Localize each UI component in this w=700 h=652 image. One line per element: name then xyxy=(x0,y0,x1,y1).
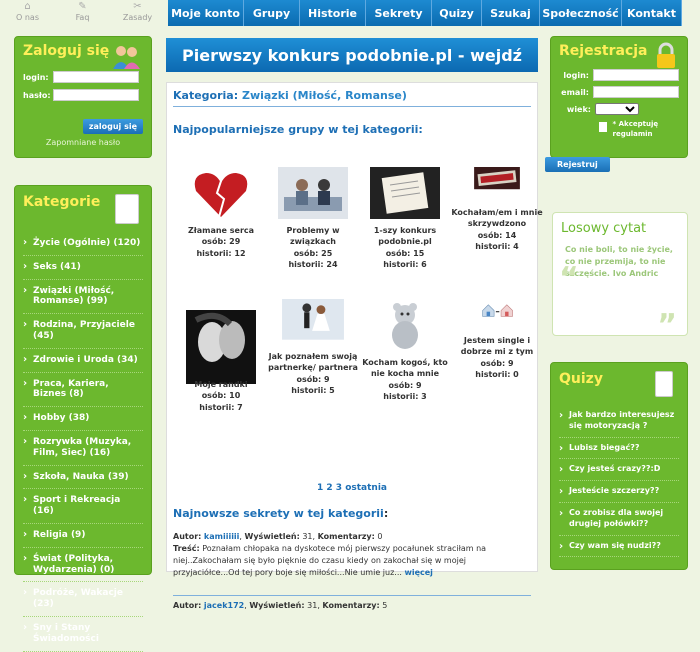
secrets-heading-text: Najnowsze sekrety w tej kategorii xyxy=(173,507,384,520)
category-item[interactable]: › Życie (Ogólnie) (120) xyxy=(23,232,143,256)
group-stories: historii: 12 xyxy=(196,248,246,258)
group-stories: historii: 7 xyxy=(199,402,243,412)
categories-panel xyxy=(14,185,152,644)
more-link[interactable]: więcej xyxy=(404,568,433,577)
group-people: osób: 9 xyxy=(296,374,330,384)
group-people: osób: 14 xyxy=(477,230,517,240)
category-item[interactable]: › Hobby (38) xyxy=(23,407,143,431)
util-rules-label: Zasady xyxy=(122,13,153,22)
groups-grid xyxy=(167,167,543,431)
group-card[interactable] xyxy=(359,167,451,299)
dancing-couple-thumb xyxy=(278,299,348,345)
category-item[interactable]: › Rozrywka (Muzyka, Film, Siec) (16) xyxy=(23,431,143,466)
broken-heart-thumb xyxy=(186,167,256,219)
group-title: Kocham kogoś, kto nie kocha mnie xyxy=(362,357,448,379)
login-button[interactable]: zaloguj się xyxy=(83,119,143,134)
quote-text: Co nie boli, to nie życie, co nie przemija, to nie szczęście. Ivo Andric xyxy=(565,245,673,278)
page-2[interactable]: 2 xyxy=(326,483,333,493)
group-stories: historii: 24 xyxy=(288,260,338,270)
quiz-item[interactable]: › Lubisz biegać?? xyxy=(559,438,679,460)
nav-quizzes[interactable]: Quizy xyxy=(432,0,482,26)
age-select[interactable] xyxy=(595,103,639,115)
nav-search[interactable]: Szukaj xyxy=(482,0,540,26)
secret-entry xyxy=(173,531,531,579)
secret-content xyxy=(173,543,531,579)
group-title: Kochałam/em i mnie skrzywdzono xyxy=(451,207,543,229)
group-people: osób: 25 xyxy=(293,248,333,258)
page-3[interactable]: 3 xyxy=(335,483,343,493)
views-count: 31 xyxy=(307,601,318,610)
group-title: 1-szy konkurs podobnie.pl xyxy=(373,225,437,247)
accept-terms: * Akceptuję regulamin xyxy=(612,120,659,138)
register-button[interactable]: Rejestruj xyxy=(545,157,610,172)
quiz-title: Quizy xyxy=(559,371,603,387)
secrets-heading: Najnowsze sekrety w tej kategorii: xyxy=(173,507,389,520)
popular-heading-text: Najpopularniejsze grupy w tej kategorii xyxy=(173,123,419,136)
popular-heading: Najpopularniejsze grupy w tej kategorii: xyxy=(173,123,423,136)
nav-stories[interactable]: Historie xyxy=(300,0,366,26)
views-count: 31 xyxy=(302,532,313,541)
password-label: hasło: xyxy=(23,90,51,100)
close-quote-icon: ” xyxy=(657,308,677,343)
util-faq[interactable] xyxy=(58,0,108,28)
login-title: Zaloguj się xyxy=(23,43,110,59)
quiz-clipboard-icon xyxy=(655,371,673,397)
quiz-panel xyxy=(550,362,688,570)
quiz-item[interactable]: › Czy jesteś crazy??:D xyxy=(559,459,679,481)
group-stories: historii: 3 xyxy=(383,392,427,402)
reg-email-input[interactable] xyxy=(593,86,679,98)
category-item[interactable]: › Rodzina, Przyjaciele (45) xyxy=(23,314,143,349)
content-label: Treść: xyxy=(173,544,200,553)
group-card[interactable] xyxy=(267,167,359,299)
group-title: Moje randki xyxy=(194,379,248,389)
comments-count: 0 xyxy=(377,532,383,541)
secret-entry: Autor: jacek172, Wyświetleń: 31, Komentarzy: 5 xyxy=(173,595,531,612)
group-card[interactable] xyxy=(451,167,543,299)
teddy-bear-thumb xyxy=(370,299,440,351)
reg-age-label: wiek: xyxy=(566,104,591,114)
scissors-icon: ✂ xyxy=(133,1,142,12)
login-label: login: xyxy=(23,72,49,82)
util-rules[interactable] xyxy=(113,0,163,28)
author-link[interactable]: kamiiiiii xyxy=(203,532,240,541)
group-title: Jestem single i dobrze mi z tym xyxy=(460,335,534,357)
author-label: Autor: xyxy=(173,532,202,541)
category-label: Kategoria: xyxy=(173,89,239,102)
category-item[interactable]: › Sny i Stany Świadomości xyxy=(23,617,143,652)
group-card[interactable] xyxy=(175,299,267,431)
reg-login-input[interactable] xyxy=(593,69,679,81)
group-people: osób: 10 xyxy=(201,391,241,401)
pagination xyxy=(167,483,537,493)
login-panel xyxy=(14,36,152,158)
group-people: osób: 29 xyxy=(201,237,241,247)
views-label: Wyświetleń: xyxy=(249,601,305,610)
category-item[interactable]: › Zdrowie i Uroda (34) xyxy=(23,349,143,373)
group-title: Jak poznałem swoją partnerkę/ partnera xyxy=(268,351,358,373)
single-houses-thumb xyxy=(462,299,532,329)
group-title: Złamane serca xyxy=(187,225,255,235)
category-item[interactable]: › Podróże, Wakacje (23) xyxy=(23,582,143,617)
category-item[interactable]: › Sport i Rekreacja (16) xyxy=(23,489,143,524)
nav-groups[interactable]: Grupy xyxy=(244,0,300,26)
reg-login-label: login: xyxy=(563,70,589,80)
category-item[interactable]: › Seks (41) xyxy=(23,256,143,280)
open-quote-icon: “ xyxy=(559,261,579,296)
group-people: osób: 9 xyxy=(388,380,422,390)
lock-icon xyxy=(655,43,677,69)
group-card[interactable] xyxy=(451,299,543,431)
page-last[interactable]: ostatnia xyxy=(345,483,387,493)
nav-contact[interactable]: Kontakt xyxy=(622,0,682,26)
category-item[interactable]: › Religia (9) xyxy=(23,524,143,548)
main-column xyxy=(166,30,543,610)
category-item[interactable]: › Szkoła, Nauka (39) xyxy=(23,466,143,490)
category-item[interactable]: › Świat (Polityka, Wydarzenia) (0) xyxy=(23,548,143,583)
quiz-item[interactable]: › Jak bardzo interesujesz się motoryzacją ? xyxy=(559,405,679,438)
author-label: Autor: xyxy=(173,601,202,610)
group-title: Problemy w związkach xyxy=(286,225,340,247)
forgot-password-link[interactable]: Zapomniane hasło xyxy=(45,138,121,147)
views-label: Wyświetleń: xyxy=(244,532,300,541)
util-faq-label: Faq xyxy=(75,13,90,22)
pencil-icon: ✎ xyxy=(78,1,87,12)
register-panel xyxy=(550,36,688,169)
quote-panel xyxy=(552,212,688,343)
accept-checkbox[interactable] xyxy=(599,122,607,132)
group-stories: historii: 6 xyxy=(383,260,427,270)
love-sign-thumb xyxy=(462,167,532,201)
home-icon: ⌂ xyxy=(24,1,31,12)
nav-community[interactable]: Społeczność xyxy=(540,0,622,26)
category-item[interactable]: › Związki (Miłość, Romanse) (99) xyxy=(23,280,143,315)
contest-banner[interactable]: Pierwszy konkurs podobnie.pl - wejdź xyxy=(166,38,538,72)
util-about[interactable] xyxy=(3,0,53,28)
login-input[interactable] xyxy=(53,71,139,83)
page-1[interactable]: 1 xyxy=(316,483,324,493)
group-stories: historii: 4 xyxy=(475,242,519,252)
quiz-item[interactable]: › Czy wam się nudzi?? xyxy=(559,536,679,558)
quiz-item[interactable]: › Jesteście szczerzy?? xyxy=(559,481,679,503)
users-icon xyxy=(111,43,141,69)
content-box xyxy=(166,82,543,610)
utility-bar xyxy=(0,0,165,28)
clipboard-icon xyxy=(115,194,139,224)
author-link[interactable]: jacek172 xyxy=(203,601,245,610)
scroll-thumb xyxy=(370,167,440,219)
top-nav xyxy=(168,0,700,26)
util-about-label: O nas xyxy=(16,13,39,22)
content-text: Poznałam chłopaka na dyskotece mój pierwszy pocałunek straciłam na niej..Zakochałam się było pięknie do czasu kiedy on zakochał się w mojej przyjaciółce...Od tej pory boje się miłości...Nie umie juz... xyxy=(173,544,487,577)
kiss-thumb xyxy=(186,299,256,373)
group-card[interactable] xyxy=(175,167,267,299)
couple-arguing-thumb xyxy=(278,167,348,219)
group-card[interactable] xyxy=(359,299,451,431)
group-stories: historii: 0 xyxy=(475,370,519,380)
quote-title: Losowy cytat xyxy=(561,221,647,236)
categories-title: Kategorie xyxy=(23,194,101,210)
password-input[interactable] xyxy=(53,89,139,101)
category-line xyxy=(173,89,531,107)
comments-count: 5 xyxy=(382,601,388,610)
nav-secrets[interactable]: Sekrety xyxy=(366,0,432,26)
group-stories: historii: 5 xyxy=(291,386,335,396)
category-item[interactable]: › Praca, Kariera, Biznes (8) xyxy=(23,373,143,408)
nav-my-account[interactable]: Moje konto xyxy=(168,0,244,26)
group-people: osób: 15 xyxy=(385,248,425,258)
group-card[interactable] xyxy=(267,299,359,431)
group-people: osób: 9 xyxy=(480,358,514,368)
secret-meta: Autor: kamiiiiii, Wyświetleń: 31, Komentarzy: 0 xyxy=(173,532,383,541)
quiz-item[interactable]: › Co zrobisz dla swojej drugiej połówki?? xyxy=(559,503,679,536)
category-value[interactable]: Związki (Miłość, Romanse) xyxy=(241,89,407,102)
register-title: Rejestracja xyxy=(559,43,648,59)
comments-label: Komentarzy: xyxy=(322,601,380,610)
reg-email-label: email: xyxy=(561,87,589,97)
comments-label: Komentarzy: xyxy=(317,532,375,541)
